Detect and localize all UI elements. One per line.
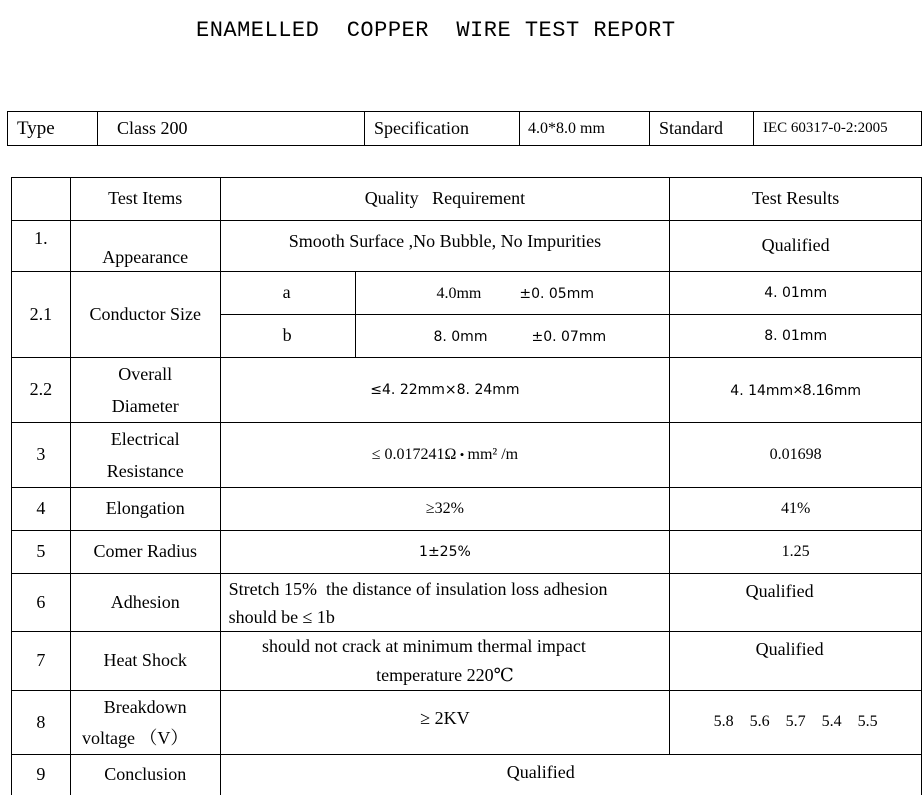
row-item: [70, 358, 220, 423]
table-row: [12, 488, 922, 531]
row-result: [670, 358, 922, 423]
row-item: Appearance: [70, 221, 220, 272]
row-requirement: ≥32%: [220, 488, 670, 531]
row-requirement: 1±25%: [220, 531, 670, 574]
requirement-dot: •: [456, 446, 468, 462]
row-number: 9: [12, 755, 71, 795]
nominal-value: 8. 0mm: [433, 329, 488, 346]
row-requirement: ≤4. 22mm×8. 24mm: [220, 358, 670, 423]
row-number: 2.2: [12, 358, 71, 423]
table-header-row: [12, 178, 922, 221]
breakdown-value: 5.7: [785, 713, 806, 731]
item-line: Diameter: [111, 396, 179, 416]
standard-label: Standard: [650, 112, 754, 146]
row-result: Qualified: [670, 574, 922, 632]
row-number: 6: [12, 574, 71, 632]
table-row: [12, 531, 922, 574]
row-item: Heat Shock: [70, 632, 220, 691]
requirement-prefix: ≤: [371, 445, 385, 463]
header-row: [8, 112, 922, 146]
requirement-value: 0.017241Ω: [384, 445, 457, 463]
item-line: Resistance: [106, 461, 184, 481]
row-number: 2.1: [12, 272, 71, 358]
row-number: 1.: [12, 221, 71, 272]
breakdown-value: 5.6: [749, 713, 770, 731]
header-quality-requirement: Quality Requirement: [220, 178, 670, 221]
result-part: 4. 14mm: [730, 383, 794, 400]
row-item: Adhesion: [70, 574, 220, 632]
row-sub-label: b: [220, 315, 356, 358]
row-number: 7: [12, 632, 71, 691]
row-item: Conclusion: [70, 755, 220, 795]
row-item: Conductor Size: [70, 272, 220, 358]
standard-value: IEC 60317-0-2:2005: [754, 112, 922, 146]
tolerance-value: ±0. 05mm: [519, 286, 594, 303]
row-result: 0.01698: [670, 423, 922, 488]
row-result: 41%: [670, 488, 922, 531]
header-test-items: Test Items: [70, 178, 220, 221]
type-value: Class 200: [98, 112, 365, 146]
row-result: 4. 01mm: [670, 272, 922, 315]
row-item: Elongation: [70, 488, 220, 531]
breakdown-value: 5.8: [713, 713, 734, 731]
row-requirement: [356, 315, 670, 358]
table-row: [12, 272, 922, 315]
item-line: voltage （V）: [81, 727, 189, 748]
requirement-line: should not crack at minimum thermal impact: [261, 636, 586, 656]
result-part: mm: [833, 383, 861, 400]
row-result: [670, 691, 922, 755]
row-requirement: [220, 423, 670, 488]
row-requirement: [356, 272, 670, 315]
row-number: 5: [12, 531, 71, 574]
item-line: Electrical: [110, 429, 180, 449]
nominal-value: 4.0mm: [436, 285, 482, 303]
header-test-results: Test Results: [670, 178, 922, 221]
tolerance-value: ±0. 07mm: [531, 329, 607, 346]
table-row: [12, 691, 922, 755]
table-row: [12, 632, 922, 691]
header-number-cell: [12, 178, 71, 221]
table-row: [12, 221, 922, 272]
row-sub-label: a: [220, 272, 356, 315]
specification-label: Specification: [365, 112, 520, 146]
type-label: Type: [8, 112, 98, 146]
row-number: 4: [12, 488, 71, 531]
table-row: [12, 574, 922, 632]
row-item: [70, 423, 220, 488]
report-title: ENAMELLED COPPER WIRE TEST REPORT: [196, 18, 676, 43]
header-table: [7, 111, 922, 146]
result-part: ×8.16: [793, 382, 834, 400]
breakdown-value: 5.5: [857, 713, 878, 731]
specification-value: 4.0*8.0 mm: [520, 112, 650, 146]
row-result: 1.25: [670, 531, 922, 574]
row-result: Qualified: [670, 632, 922, 691]
table-row: [12, 423, 922, 488]
row-item: Comer Radius: [70, 531, 220, 574]
item-line: Breakdown: [103, 696, 187, 717]
conclusion-value: Qualified: [220, 755, 921, 795]
row-number: 3: [12, 423, 71, 488]
table-row: [12, 755, 922, 795]
requirement-line: Stretch 15% the distance of insulation loss adhesion: [228, 578, 608, 599]
row-requirement: ≥ 2KV: [220, 691, 670, 755]
row-item: [70, 691, 220, 755]
test-results-table: [11, 177, 922, 795]
row-requirement: [220, 574, 670, 632]
row-requirement: Smooth Surface ,No Bubble, No Impurities: [220, 221, 670, 272]
requirement-line: temperature 220℃: [376, 665, 514, 685]
row-result: Qualified: [670, 221, 922, 272]
row-result: 8. 01mm: [670, 315, 922, 358]
requirement-unit: mm² /m: [467, 445, 519, 463]
table-row: [12, 358, 922, 423]
breakdown-value: 5.4: [821, 713, 842, 731]
requirement-line: should be ≤ 1b: [228, 606, 335, 627]
item-line: Overall: [118, 364, 173, 384]
row-requirement: [220, 632, 670, 691]
row-number: 8: [12, 691, 71, 755]
